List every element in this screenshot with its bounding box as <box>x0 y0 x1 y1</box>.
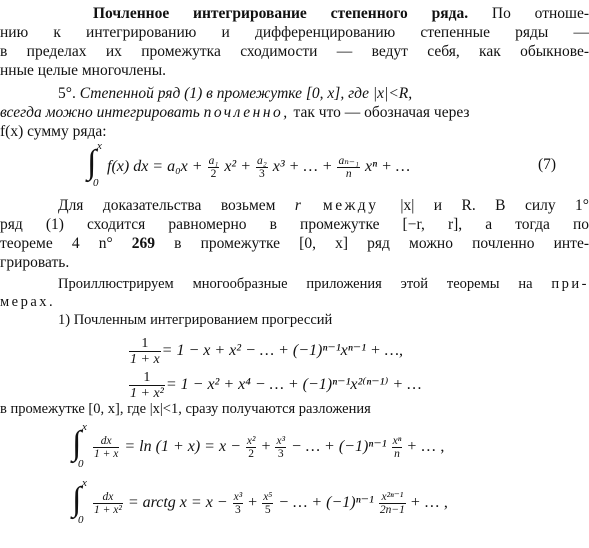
theorem-statement-cont: всегда можно интегрировать <box>0 104 200 121</box>
paragraph-intro-line-2: нию к интегрированию и дифференцированию степенные ряды — <box>0 24 589 41</box>
fraction: $\frac{\text{aₙ₋₁}}{n}$ <box>338 155 359 180</box>
paragraph-intro-line-4: нные целые многочлены. <box>0 62 167 79</box>
theorem-statement: Степенной ряд (1) в промежутке [0, x], где |x|<R, <box>79 85 413 102</box>
proof-var: r <box>294 197 301 214</box>
theorem-line-2 <box>0 104 589 122</box>
fraction: $\frac{1}{\text{1 + x²}}$ <box>130 370 164 401</box>
illus-line-2: мерах. <box>0 294 56 310</box>
integral-lower-limit: 0 <box>93 177 99 189</box>
proof-line-1 <box>58 197 589 215</box>
progression-rhs: = 1 − x² + x⁴ − … + (−1)ⁿ⁻¹x²⁽ⁿ⁻¹⁾ + … <box>165 376 422 394</box>
fraction: $\frac{\text{x⁵}}{5}$ <box>263 491 273 516</box>
equation-7-body <box>107 155 410 180</box>
middle-sentence: в промежутке [0, x], где |x|<1, сразу получаются разложения <box>0 401 371 417</box>
eq-term: = ln (1 + x) = x − <box>120 438 245 456</box>
theorem-line-1 <box>58 85 589 103</box>
proof-line-3 <box>0 235 589 253</box>
eq-term: − … + (−1)ⁿ⁻¹ <box>274 494 378 512</box>
integral-upper-limit: x <box>82 477 87 489</box>
integral-sign: ∫ <box>72 425 82 462</box>
equation-number: (7) <box>538 156 557 173</box>
proof-line-4: грировать. <box>0 254 70 271</box>
fraction: $\frac{\text{a₂}}{3}$ <box>257 155 267 180</box>
proof-text: в промежутке [0, x] ряд можно почленно инте- <box>155 235 589 252</box>
intro-text: По отноше- <box>468 5 589 22</box>
eq-term: x² + <box>220 158 256 176</box>
fraction: $\frac{\text{x³}}{3}$ <box>233 491 243 516</box>
integral-lower-limit: 0 <box>78 514 84 526</box>
theorem-text: так что — обозначая через <box>289 104 470 121</box>
eq-term: + <box>257 438 275 456</box>
progression-rhs: = 1 − x + x² − … + (−1)ⁿ⁻¹xⁿ⁻¹ + …, <box>161 342 404 360</box>
fraction: $\frac{dx}{\text{1 + x²}}$ <box>94 491 122 516</box>
eq-lhs: f(x) dx = a₀x + <box>107 158 207 176</box>
fraction: $\frac{dx}{1 + x}$ <box>94 435 119 460</box>
paragraph-intro-line-3: в пределах их промежутка сходимости — ведут себя, как обыкнове- <box>0 43 589 60</box>
integral-sign: ∫ <box>72 481 82 518</box>
fraction: $\frac{\text{x²}}{2}$ <box>246 435 256 460</box>
theorem-line-3: f(x) сумму ряда: <box>0 123 107 140</box>
eq-term: + … , <box>406 494 448 512</box>
section-reference: 269 <box>131 235 156 252</box>
integral-sign: ∫ <box>87 144 97 181</box>
arctg-expansion-body <box>92 491 448 516</box>
proof-text: теореме 4 n° <box>0 235 132 252</box>
eq-term: xⁿ + … <box>360 158 411 176</box>
ln-expansion-body <box>92 435 444 460</box>
theorem-number: 5°. <box>58 85 76 102</box>
integral-upper-limit: x <box>97 140 102 152</box>
proof-text: Для доказательства возьмем <box>58 197 295 214</box>
progression-1 <box>128 336 403 367</box>
eq-term: + <box>244 494 262 512</box>
progression-2 <box>128 370 421 401</box>
fraction: $\frac{\text{x³}}{3}$ <box>276 435 286 460</box>
theorem-emphasis: почленно, <box>203 104 290 121</box>
eq-term: − … + (−1)ⁿ⁻¹ <box>287 438 391 456</box>
fraction: $\frac{\text{a₁}}{2}$ <box>208 155 219 180</box>
eq-term: x³ + … + <box>268 158 337 176</box>
paragraph-intro-line-1 <box>0 5 589 23</box>
illus-text: Проиллюстрируем многообразные приложения этой теоремы на <box>58 276 552 292</box>
fraction: $\frac{1}{1 + x}$ <box>130 336 160 367</box>
eq-term: + … , <box>403 438 445 456</box>
illus-line-1 <box>58 275 589 293</box>
illus-emphasis: при- <box>551 276 589 292</box>
proof-text: |x| и R. В силу 1° <box>400 197 589 214</box>
integral-lower-limit: 0 <box>78 458 84 470</box>
section-title: Почленное интегрирование степенного ряда. <box>93 5 469 22</box>
proof-line-2: ряд (1) сходится равномерно в промежутке [−r, r], а тогда по <box>0 216 589 233</box>
illus-line-3: 1) Почленным интегрированием прогрессий <box>58 312 333 328</box>
proof-emphasis: между <box>300 197 401 214</box>
fraction: $\frac{\text{x²ⁿ⁻¹}}{2n-1}$ <box>379 491 405 516</box>
integral-upper-limit: x <box>82 421 87 433</box>
fraction: $\frac{\text{xⁿ}}{n}$ <box>392 435 402 460</box>
eq-term: = arctg x = x − <box>123 494 232 512</box>
